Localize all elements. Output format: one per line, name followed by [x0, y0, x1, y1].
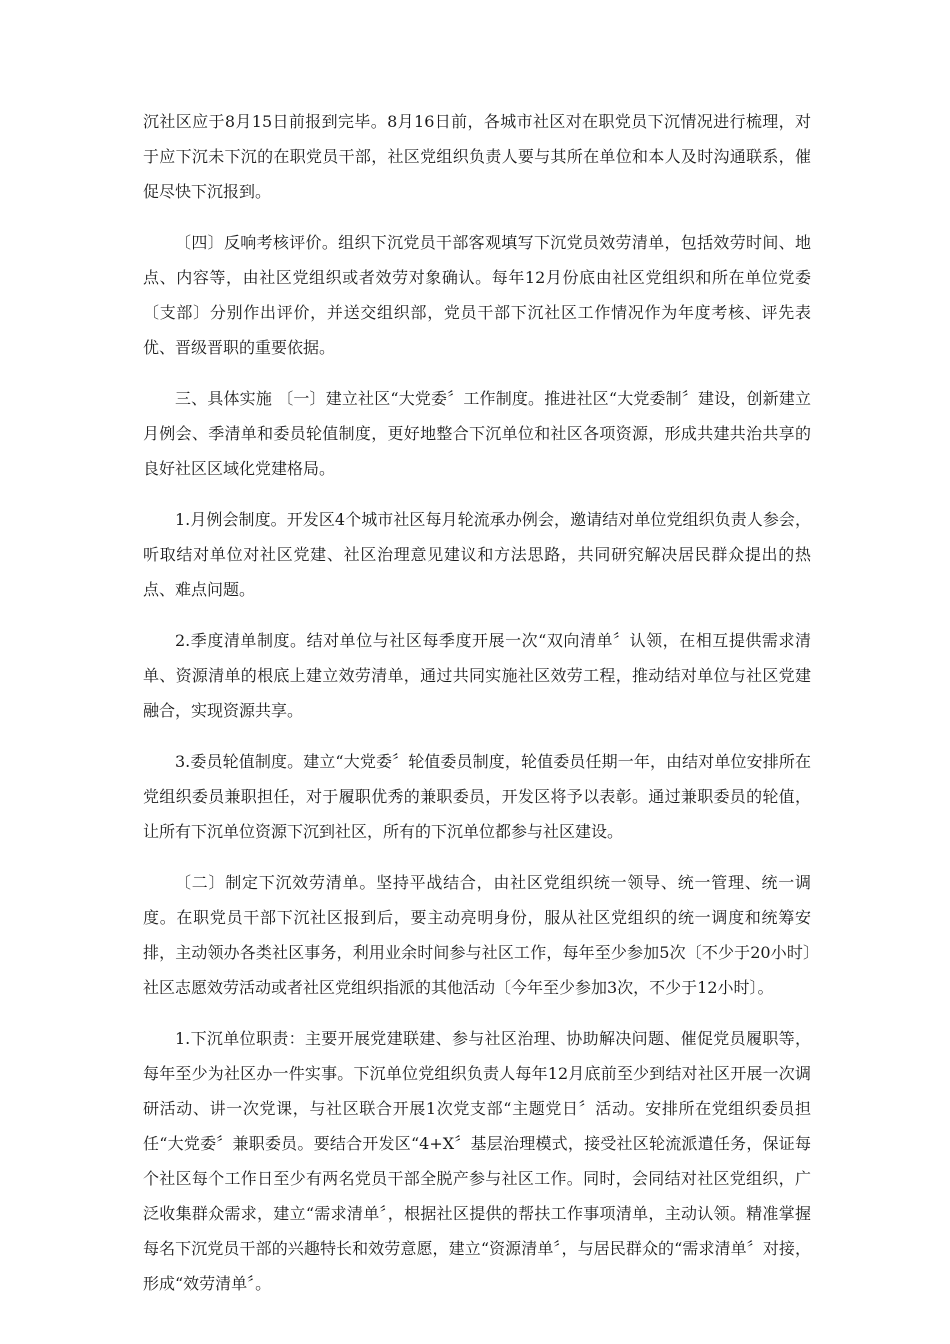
paragraph-implementation: 三、具体实施 〔一〕建立社区“大党委〞工作制度。推进社区“大党委制〞建设，创新建立月例会、季清单和委员轮值制度，更好地整合下沉单位和社区各项资源，形成共建共治共享的良好社区区域化党建格局。 [143, 389, 811, 478]
paragraph-service-list: 〔二〕制定下沉效劳清单。坚持平战结合，由社区党组织统一领导、统一管理、统一调度。在职党员干部下沉社区报到后，要主动亮明身份，服从社区党组织的统一调度和统筹安排，主动领办各类社区事务，利用业余时间参与社区工作，每年至少参加5次〔不少于20小时〕社区志愿效劳活动或者社区党组织指派的其他活动〔今年至少参加3次，不少于12小时〕。 [143, 873, 811, 997]
paragraph-rotating-member: 3.委员轮值制度。建立“大党委〞轮值委员制度，轮值委员任期一年，由结对单位安排所在党组织委员兼职担任，对于履职优秀的兼职委员，开发区将予以表彰。通过兼职委员的轮值，让所有下沉单位资源下沉到社区，所有的下沉单位都参与社区建设。 [143, 752, 811, 841]
paragraph-quarterly-list: 2.季度清单制度。结对单位与社区每季度开展一次“双向清单〞认领，在相互提供需求清单、资源清单的根底上建立效劳清单，通过共同实施社区效劳工程，推动结对单位与社区党建融合，实现资源共享。 [143, 631, 811, 720]
paragraph-monthly-meeting: 1.月例会制度。开发区4个城市社区每月轮流承办例会，邀请结对单位党组织负责人参会，听取结对单位对社区党建、社区治理意见建议和方法思路，共同研究解决居民群众提出的热点、难点问题。 [143, 510, 811, 599]
paragraph-feedback-evaluation: 〔四〕反响考核评价。组织下沉党员干部客观填写下沉党员效劳清单，包括效劳时间、地点、内容等，由社区党组织或者效劳对象确认。每年12月份底由社区党组织和所在单位党委〔支部〕分别作出评价，并送交组织部，党员干部下沉社区工作情况作为年度考核、评先表优、晋级晋职的重要依据。 [143, 233, 811, 357]
paragraph-unit-duties: 1.下沉单位职责：主要开展党建联建、参与社区治理、协助解决问题、催促党员履职等，每年至少为社区办一件实事。下沉单位党组织负责人每年12月底前至少到结对社区开展一次调研活动、讲一次党课，与社区联合开展1次党支部“主题党日〞活动。安排所在党组织委员担任“大党委〞兼职委员。要结合开发区“4+X〞基层治理模式，接受社区轮流派遣任务，保证每个社区每个工作日至少有两名党员干部全脱产参与社区工作。同时，会同结对社区党组织，广泛收集群众需求，建立“需求清单〞，根据社区提供的帮扶工作事项清单，主动认领。精准掌握每名下沉党员干部的兴趣特长和效劳意愿，建立“资源清单〞，与居民群众的“需求清单〞对接，形成“效劳清单〞。 [143, 1029, 811, 1293]
document-body [143, 104, 811, 1317]
paragraph-continuation: 沉社区应于8月15日前报到完毕。8月16日前，各城市社区对在职党员下沉情况进行梳理，对于应下沉未下沉的在职党员干部，社区党组织负责人要与其所在单位和本人及时沟通联系，催促尽快下沉报到。 [143, 112, 811, 201]
